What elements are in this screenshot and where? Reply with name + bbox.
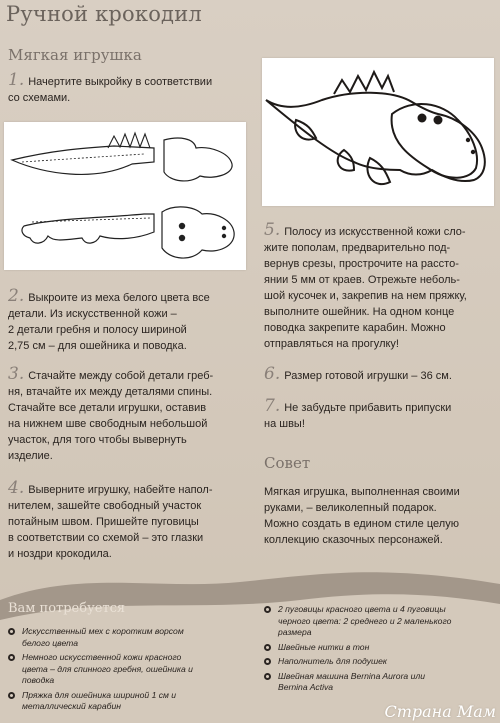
page-subtitle: Мягкая игрушка <box>8 46 142 64</box>
advice-line: Мягкая игрушка, выполненная своими <box>264 486 460 498</box>
step-text: Размер готовой игрушки – 36 см. <box>284 370 452 382</box>
materials-item: Швейные нитки в тон <box>264 642 496 654</box>
advice-line: руками, – великолепный подарок. <box>264 502 437 514</box>
step-text: детали. Из искусственной кожи – <box>8 308 177 320</box>
materials-item: Пряжка для ошейника шириной 1 см и металлический карабин <box>8 690 240 713</box>
advice-line: коллекцию сказочных персонажей. <box>264 534 443 546</box>
materials-list-left <box>8 626 240 716</box>
step-text: 2 детали гребня и полосу шириной <box>8 324 187 336</box>
step-number: 5. <box>264 220 281 240</box>
step-text: Выверните игрушку, набейте напол- <box>28 484 213 496</box>
bullet-icon <box>264 658 271 665</box>
step-5 <box>264 222 496 352</box>
materials-item: Немного искусственной кожи красного цвета – для спинного гребня, ошейника и поводка <box>8 652 240 687</box>
site-watermark: Страна Мам <box>384 702 496 721</box>
materials-item: Швейная машина Bernina Aurora или Bernina Activa <box>264 671 496 694</box>
step-text: шой кусочек и, закрепив на нем пряжку, <box>264 290 467 302</box>
pattern-panel <box>4 122 246 270</box>
step-number: 7. <box>264 396 281 416</box>
step-2 <box>8 288 254 354</box>
step-text: вернув срезы, прострочите на рассто- <box>264 258 459 270</box>
page-title: Ручной крокодил <box>6 2 202 26</box>
step-number: 1. <box>8 70 25 90</box>
step-number: 2. <box>8 286 25 306</box>
bullet-icon <box>8 654 15 661</box>
step-text: Не забудьте прибавить припуски <box>284 402 452 414</box>
step-text: Выкроите из меха белого цвета все <box>28 292 210 304</box>
step-text: на швы! <box>264 418 305 430</box>
step-text: жите пополам, предварительно под- <box>264 242 451 254</box>
step-text: нителем, зашейте свободный участок <box>8 500 202 512</box>
step-text: Стачайте все детали игрушки, оставив <box>8 402 207 414</box>
step-text: в соответствии со схемой – это глазки <box>8 532 204 544</box>
step-text: и ноздри крокодила. <box>8 548 112 560</box>
bullet-icon <box>264 606 271 613</box>
step-text: на нижнем шве свободным небольшой <box>8 418 208 430</box>
materials-title: Вам потребуется <box>8 601 126 616</box>
advice-line: Можно создать в едином стиле целую <box>264 518 459 530</box>
step-text: Полосу из искусственной кожи сло- <box>284 226 466 238</box>
bullet-icon <box>264 644 271 651</box>
step-text: отправляться на прогулку! <box>264 338 399 350</box>
step-text: со схемами. <box>8 92 71 104</box>
materials-item: 2 пуговицы красного цвета и 4 пуговицы черного цвета: 2 среднего и 2 маленького размера <box>264 604 496 639</box>
step-text: участок, для того чтобы вывернуть <box>8 434 187 446</box>
step-1 <box>8 72 248 106</box>
step-text: янии 5 мм от краев. Отрежьте неболь- <box>264 274 460 286</box>
step-3 <box>8 366 254 464</box>
bullet-icon <box>8 692 15 699</box>
materials-item: Искусственный мех с коротким ворсом белого цвета <box>8 626 240 649</box>
step-text: Стачайте между собой детали греб- <box>28 370 214 382</box>
finished-toy-panel <box>262 58 494 206</box>
step-text: изделие. <box>8 450 53 462</box>
step-text: выполните ошейник. На одном конце <box>264 306 455 318</box>
advice-text <box>264 484 496 548</box>
step-7 <box>264 398 496 432</box>
step-4 <box>8 480 254 562</box>
step-number: 3. <box>8 364 25 384</box>
crocodile-pattern-drawing <box>4 122 246 270</box>
crocodile-illustration <box>262 58 494 206</box>
step-text: Начертите выкройку в соответствии <box>28 76 213 88</box>
step-number: 6. <box>264 364 281 384</box>
bullet-icon <box>8 628 15 635</box>
step-number: 4. <box>8 478 25 498</box>
materials-item: Наполнитель для подушек <box>264 656 496 668</box>
materials-list-right <box>264 604 496 697</box>
step-text: 2,75 см – для ошейника и поводка. <box>8 340 187 352</box>
step-text: потайным швом. Пришейте пуговицы <box>8 516 199 528</box>
step-6 <box>264 366 496 384</box>
bullet-icon <box>264 673 271 680</box>
step-text: ня, втачайте их между деталями спины. <box>8 386 213 398</box>
advice-title: Совет <box>264 454 311 472</box>
step-text: поводка закрепите карабин. Можно <box>264 322 446 334</box>
